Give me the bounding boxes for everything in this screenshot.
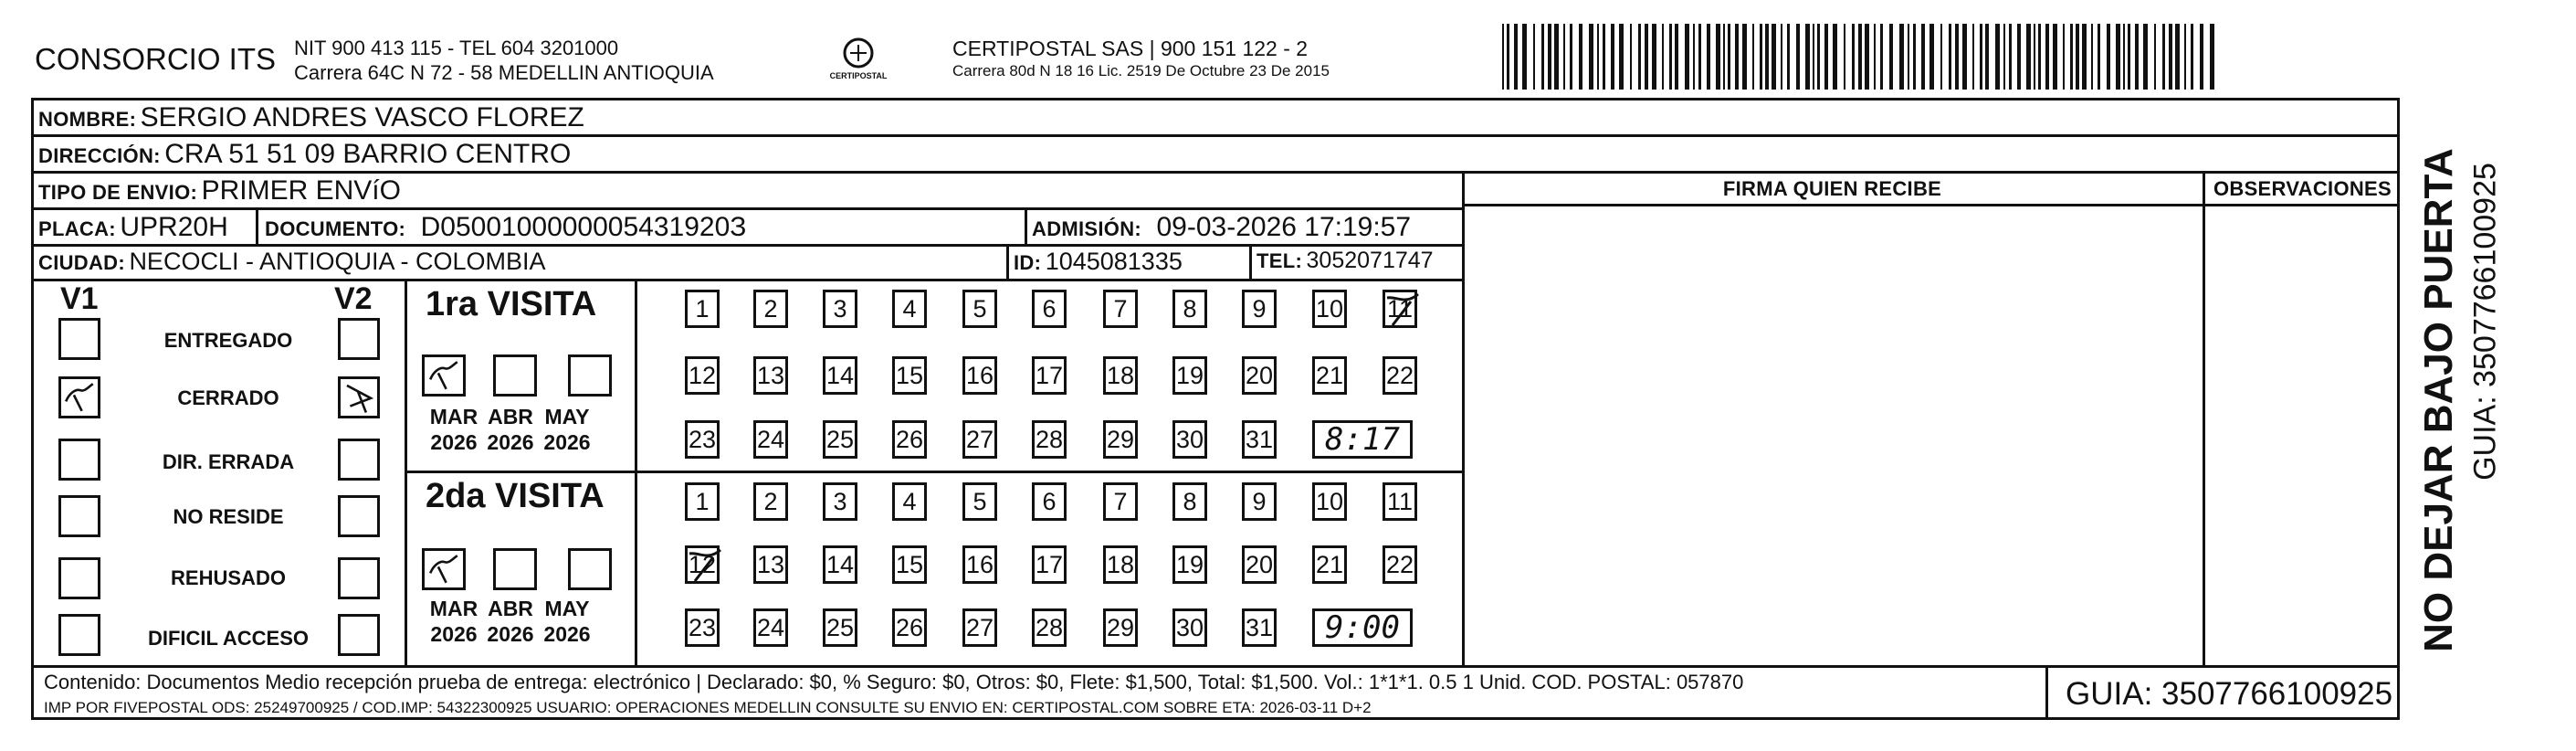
v1-checkbox[interactable] [58, 557, 100, 599]
v1-header: V1 [60, 281, 99, 316]
barcode-bar [1880, 24, 1883, 90]
firma-header: FIRMA QUIEN RECIBE [1722, 177, 1942, 200]
barcode-bar [2143, 24, 2148, 90]
barcode-bar [1980, 24, 1982, 90]
v1-checkbox[interactable] [58, 495, 100, 537]
barcode-bar [2045, 24, 2049, 90]
status-label: DIFICIL ACCESO [147, 627, 309, 650]
day-box[interactable]: 4 [892, 482, 927, 521]
barcode [1502, 24, 2224, 90]
barcode-bar [1597, 24, 1599, 90]
barcode-bar [1899, 24, 1904, 90]
day-box[interactable]: 2 [753, 482, 788, 521]
tipo-value: PRIMER ENVíO [201, 175, 401, 206]
barcode-bar [1921, 24, 1925, 90]
barcode-bar [2169, 24, 2172, 90]
barcode-bar [1662, 24, 1664, 90]
company-name: CONSORCIO ITS [35, 42, 277, 76]
day-box[interactable]: 23 [685, 420, 720, 459]
barcode-bar [1652, 24, 1656, 90]
admision-value: 09-03-2026 17:19:57 [1156, 212, 1412, 242]
day-box[interactable]: 26 [892, 608, 927, 647]
day-box[interactable]: 29 [1103, 608, 1138, 647]
company-address: Carrera 64C N 72 - 58 MEDELLIN ANTIOQUIA [294, 61, 714, 84]
barcode-bar [1949, 24, 1951, 90]
month-label [535, 596, 599, 647]
barcode-bar [2116, 24, 2120, 90]
day-box[interactable]: 3 [823, 290, 857, 328]
month-name: MAR [429, 597, 478, 620]
day-box[interactable]: 11 [1383, 482, 1417, 521]
barcode-bar [2107, 24, 2110, 90]
barcode-bar [2070, 24, 2073, 90]
barcode-bar [1972, 24, 1974, 90]
tel-value: 3052071747 [1306, 248, 1434, 273]
barcode-bar [1995, 24, 2000, 90]
barcode-bar [1889, 24, 1893, 90]
barcode-bar [1589, 24, 1593, 90]
day-box[interactable]: 24 [753, 608, 788, 647]
certipostal-name: CERTIPOSTAL SAS | 900 151 122 - 2 [952, 37, 1309, 60]
barcode-bar [2038, 24, 2041, 90]
barcode-bar [2063, 24, 2065, 90]
day-box[interactable]: 14 [823, 545, 857, 584]
barcode-bar [1742, 24, 1747, 90]
v2-checkbox[interactable] [338, 614, 380, 656]
barcode-bar [1685, 24, 1689, 90]
day-box[interactable]: 30 [1172, 608, 1207, 647]
status-label: NO RESIDE [173, 505, 284, 528]
day-box[interactable]: 22 [1383, 356, 1417, 395]
day-box[interactable]: 10 [1312, 482, 1347, 521]
month-name: MAY [544, 405, 590, 428]
day-box[interactable]: 6 [1032, 482, 1067, 521]
day-box[interactable]: 16 [962, 545, 997, 584]
month-label [478, 404, 542, 455]
month-checkbox[interactable] [493, 548, 537, 590]
day-box[interactable]: 28 [1032, 420, 1067, 459]
v2-checkbox[interactable] [338, 557, 380, 599]
barcode-bar [1514, 24, 1518, 90]
day-box[interactable]: 3 [823, 482, 857, 521]
v2-checkbox[interactable] [338, 376, 380, 418]
status-label: ENTREGADO [163, 329, 293, 352]
day-box[interactable]: 29 [1103, 420, 1138, 459]
barcode-bar [1781, 24, 1782, 90]
barcode-bar [1645, 24, 1648, 90]
month-name: MAR [429, 405, 478, 428]
day-box[interactable]: 12 [685, 545, 720, 584]
day-box[interactable]: 23 [685, 608, 720, 647]
barcode-bar [1796, 24, 1800, 90]
barcode-bar [1554, 24, 1559, 90]
month-label [535, 404, 599, 455]
barcode-bar [1844, 24, 1845, 90]
barcode-bar [2210, 24, 2214, 90]
nombre-value: SERGIO ANDRES VASCO FLOREZ [140, 102, 584, 132]
barcode-bar [2003, 24, 2005, 90]
month-year: 2026 [543, 622, 591, 646]
barcode-bar [2091, 24, 2093, 90]
day-box[interactable]: 27 [962, 608, 997, 647]
barcode-bar [1698, 24, 1701, 90]
delivery-time-box[interactable]: 9:00 [1312, 608, 1413, 647]
barcode-bar [2009, 24, 2012, 90]
company-nit: NIT 900 413 115 - TEL 604 3201000 [294, 37, 619, 59]
barcode-bar [2162, 24, 2165, 90]
day-box[interactable]: 28 [1032, 608, 1067, 647]
certipostal-logo [826, 35, 890, 90]
day-box[interactable]: 20 [1242, 545, 1277, 584]
barcode-bar [1813, 24, 1814, 90]
documento-field: DOCUMENTO: D0500100000005431920З [265, 212, 747, 242]
day-box[interactable]: 6 [1032, 290, 1067, 328]
day-box[interactable]: 19 [1172, 545, 1207, 584]
side-guia: GUIA: 3507766100925 [2467, 163, 2503, 481]
placa-value: UPR20H [120, 212, 228, 242]
month-year: 2026 [487, 430, 534, 454]
v1-checkbox[interactable] [58, 376, 100, 418]
guia-number: GUIA: 3507766100925 [2066, 676, 2393, 712]
month-checkbox[interactable] [422, 354, 466, 397]
barcode-bar [1669, 24, 1672, 90]
barcode-bar [2184, 24, 2186, 90]
day-box[interactable]: 9 [1242, 482, 1277, 521]
barcode-bar [2128, 24, 2130, 90]
barcode-bar [1760, 24, 1762, 90]
certipostal-address: Carrera 80d N 18 16 Lic. 2519 De Octubre 23 De 2015 [952, 62, 1330, 79]
direccion-field: DIRECCIÓN: CRA 51 51 09 BARRIO CENTRO [38, 139, 572, 169]
barcode-bar [2017, 24, 2021, 90]
month-name: ABR [488, 405, 533, 428]
barcode-bar [1507, 24, 1509, 90]
barcode-bar [2135, 24, 2139, 90]
day-box[interactable]: 18 [1103, 545, 1138, 584]
v2-checkbox[interactable] [338, 495, 380, 537]
barcode-bar [1765, 24, 1769, 90]
placa-field: PLACA: UPR20H [38, 212, 228, 242]
barcode-bar [1675, 24, 1678, 90]
day-box[interactable]: 16 [962, 356, 997, 395]
barcode-bar [1805, 24, 1810, 90]
barcode-bar [1908, 24, 1909, 90]
month-year: 2026 [430, 622, 478, 646]
day-box[interactable]: 31 [1242, 608, 1277, 647]
day-box[interactable]: 5 [962, 290, 997, 328]
day-box[interactable]: 5 [962, 482, 997, 521]
barcode-bar [2200, 24, 2203, 90]
ciudad-field: CIUDAD: NECOCLI - ANTIOQUIA - COLOMBIA [38, 248, 546, 275]
barcode-bar [1817, 24, 1820, 90]
barcode-bar [1824, 24, 1828, 90]
day-box[interactable]: 17 [1032, 356, 1067, 395]
day-box[interactable]: 14 [823, 356, 857, 395]
day-box[interactable]: 25 [823, 420, 857, 459]
barcode-bar [1723, 24, 1725, 90]
month-label [478, 596, 542, 647]
barcode-bar [2034, 24, 2035, 90]
v1-checkbox[interactable] [58, 318, 100, 360]
barcode-bar [2076, 24, 2079, 90]
day-box[interactable]: 8 [1172, 290, 1207, 328]
day-box[interactable]: 4 [892, 290, 927, 328]
id-field: ID: 1045081335 [1014, 248, 1183, 275]
day-box[interactable]: 25 [823, 608, 857, 647]
barcode-bar [2053, 24, 2057, 90]
day-box[interactable]: 26 [892, 420, 927, 459]
barcode-bar [1522, 24, 1527, 90]
barcode-bar [2175, 24, 2180, 90]
barcode-bar [1913, 24, 1916, 90]
barcode-bar [1502, 24, 1504, 90]
barcode-bar [1955, 24, 1959, 90]
v1-checkbox[interactable] [58, 439, 100, 481]
barcode-bar [1940, 24, 1942, 90]
day-box[interactable]: 15 [892, 545, 927, 584]
month-checkbox[interactable] [568, 354, 612, 397]
barcode-bar [1852, 24, 1855, 90]
documento-value: D0500100000005431920З [420, 212, 747, 242]
day-box[interactable]: 19 [1172, 356, 1207, 395]
logo-text: CERTIPOSTAL [829, 71, 888, 80]
day-box[interactable]: 7 [1103, 482, 1138, 521]
barcode-bar [1874, 24, 1876, 90]
day-box[interactable]: 21 [1312, 545, 1347, 584]
second-visit-title: 2da VISITA [426, 477, 605, 515]
barcode-bar [1716, 24, 1720, 90]
direccion-value: CRA 51 51 09 BARRIO CENTRO [164, 139, 572, 169]
month-year: 2026 [543, 430, 591, 454]
status-label: DIR. ERRADA [162, 450, 295, 473]
nombre-field: NOMBRE: SERGIO ANDRES VASCO FLOREZ [38, 102, 584, 132]
barcode-bar [1548, 24, 1551, 90]
barcode-bar [1962, 24, 1967, 90]
month-year: 2026 [430, 430, 478, 454]
barcode-bar [1929, 24, 1934, 90]
barcode-bar [1728, 24, 1730, 90]
barcode-bar [1833, 24, 1837, 90]
day-box[interactable]: 11 [1383, 290, 1417, 328]
tipo-field: TIPO DE ENVIO: PRIMER ENVíO [38, 175, 401, 206]
id-value: 1045081335 [1045, 248, 1183, 275]
barcode-bar [1858, 24, 1862, 90]
day-box[interactable]: 30 [1172, 420, 1207, 459]
admision-field: ADMISIÓN: 09-03-2026 17:19:57 [1032, 212, 1412, 242]
day-box[interactable]: 13 [753, 356, 788, 395]
month-checkbox[interactable] [493, 354, 537, 397]
barcode-bar [1541, 24, 1544, 90]
day-box[interactable]: 22 [1383, 545, 1417, 584]
observaciones-header: OBSERVACIONES [2213, 177, 2392, 200]
barcode-bar [1611, 24, 1614, 90]
barcode-bar [2082, 24, 2087, 90]
day-box[interactable]: 1 [685, 290, 720, 328]
delivery-time-box[interactable]: 8:17 [1312, 420, 1413, 459]
barcode-bar [2026, 24, 2031, 90]
barcode-bar [1570, 24, 1572, 90]
v1-checkbox[interactable] [58, 614, 100, 656]
day-box[interactable]: 24 [753, 420, 788, 459]
day-box[interactable]: 2 [753, 290, 788, 328]
month-year: 2026 [487, 622, 534, 646]
month-name: MAY [544, 597, 590, 620]
tel-field: TEL: 3052071747 [1256, 248, 1434, 273]
no-dejar-bajo-puerta: NO DEJAR BAJO PUERTA [2416, 148, 2461, 652]
day-box[interactable]: 8 [1172, 482, 1207, 521]
barcode-bar [1985, 24, 1989, 90]
status-label: REHUSADO [171, 566, 286, 589]
day-box[interactable]: 17 [1032, 545, 1067, 584]
footer-print-info: IMP POR FIVEPOSTAL ODS: 25249700925 / COD.IMP: 54322300925 USUARIO: OPERACIONES MEDELLIN CONSULTE SU ENVIO EN: CERTIPOSTAL.COM SOBRE ETA: 2026-03-11 D+2 [44, 699, 1372, 716]
month-checkbox[interactable] [422, 548, 466, 590]
v2-header: V2 [334, 281, 373, 316]
day-box[interactable]: 31 [1242, 420, 1277, 459]
day-box[interactable]: 27 [962, 420, 997, 459]
barcode-bar [1630, 24, 1632, 90]
barcode-bar [1579, 24, 1582, 90]
day-box[interactable]: 18 [1103, 356, 1138, 395]
day-box[interactable]: 7 [1103, 290, 1138, 328]
barcode-bar [2191, 24, 2193, 90]
barcode-bar [1735, 24, 1739, 90]
day-box[interactable]: 1 [685, 482, 720, 521]
barcode-bar [1693, 24, 1695, 90]
ciudad-value: NECOCLI - ANTIOQUIA - COLOMBIA [129, 248, 546, 275]
barcode-bar [1638, 24, 1641, 90]
barcode-bar [2098, 24, 2100, 90]
day-box[interactable]: 13 [753, 545, 788, 584]
month-label [422, 404, 486, 455]
month-label [422, 596, 486, 647]
first-visit-title: 1ra VISITA [426, 285, 597, 323]
day-box[interactable]: 20 [1242, 356, 1277, 395]
day-box[interactable]: 10 [1312, 290, 1347, 328]
day-box[interactable]: 9 [1242, 290, 1277, 328]
barcode-bar [1787, 24, 1790, 90]
barcode-bar [1603, 24, 1605, 90]
barcode-bar [1619, 24, 1624, 90]
status-label: CERRADO [177, 386, 279, 409]
v2-checkbox[interactable] [338, 439, 380, 481]
barcode-bar [2154, 24, 2156, 90]
footer-content: Contenido: Documentos Medio recepción prueba de entrega: electrónico | Declarado: $0, % Seguro: $0, Otros: $0, Flete: $1,500, Total: $1,500. Vol.: 1*1*1. 0.5 1 Unid. COD. POSTAL: 057870 [44, 671, 1744, 693]
barcode-bar [2123, 24, 2125, 90]
barcode-bar [1533, 24, 1535, 90]
day-box[interactable]: 12 [685, 356, 720, 395]
month-name: ABR [488, 597, 533, 620]
barcode-bar [1865, 24, 1869, 90]
barcode-bar [1752, 24, 1754, 90]
v2-checkbox[interactable] [338, 318, 380, 360]
barcode-bar [1707, 24, 1710, 90]
month-checkbox[interactable] [568, 548, 612, 590]
day-box[interactable]: 15 [892, 356, 927, 395]
day-box[interactable]: 21 [1312, 356, 1347, 395]
barcode-bar [1772, 24, 1776, 90]
barcode-bar [1563, 24, 1565, 90]
